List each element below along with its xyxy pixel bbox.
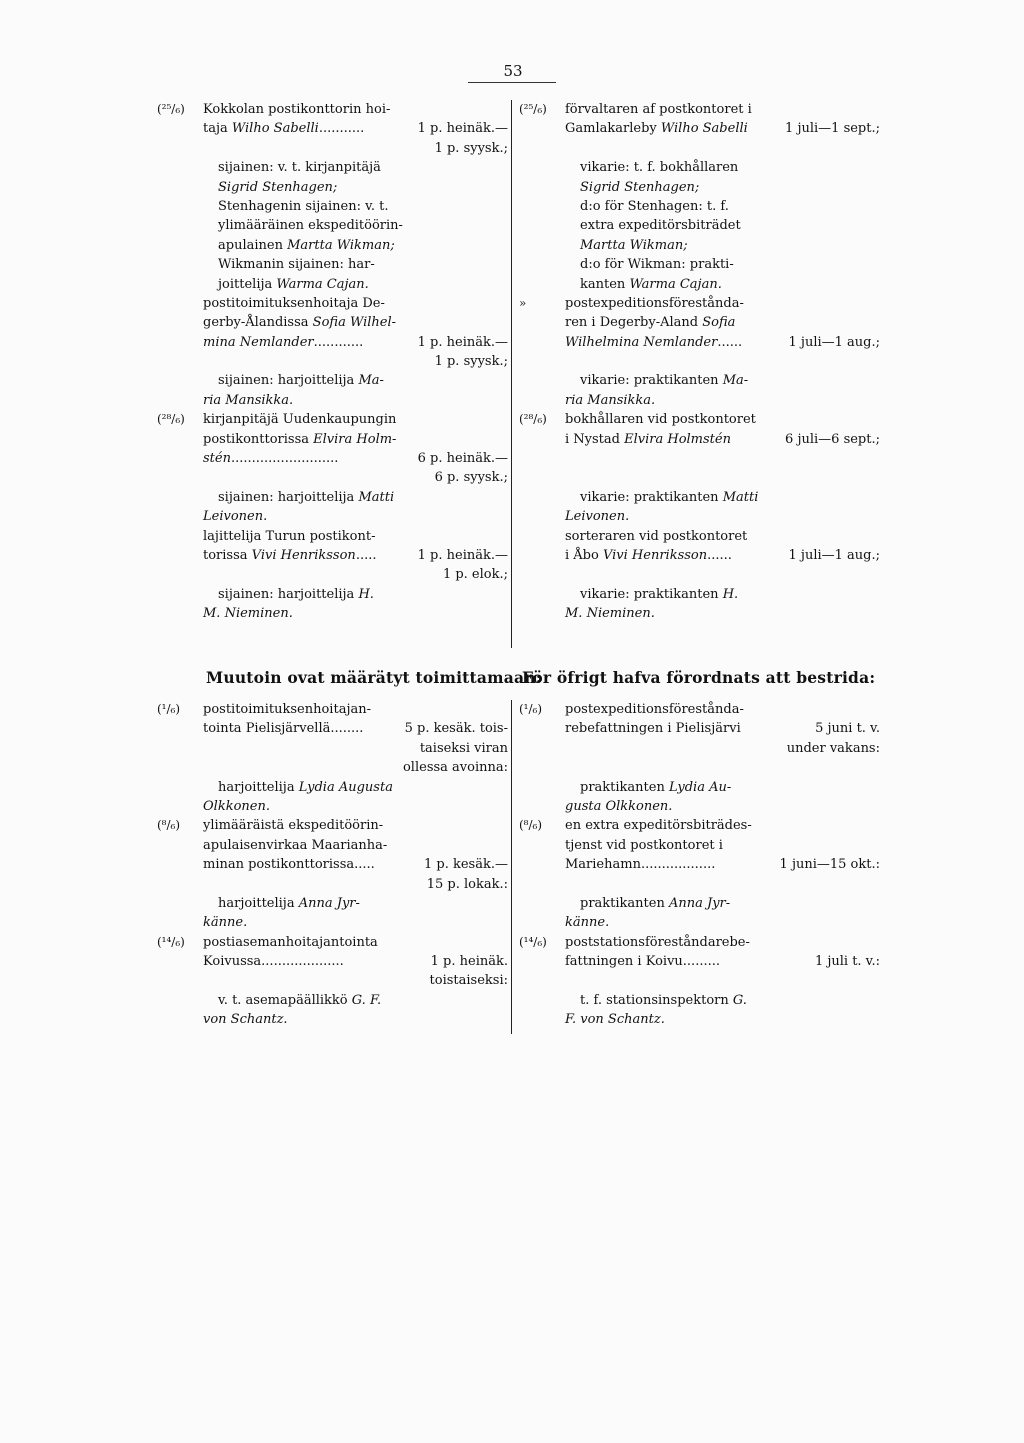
line-text: postiasemanhoitajantointa (203, 934, 378, 950)
text-line (525, 255, 870, 274)
text-line (525, 836, 870, 855)
leader-dots: .................. (640, 857, 716, 873)
line-text: minan postikonttorissa (203, 857, 355, 873)
line-date-range: 1 juli—1 aug.; (788, 547, 880, 563)
text-line (163, 739, 508, 758)
line-text: d:o för Stenhagen: t. f. (580, 198, 729, 214)
entry (157, 933, 508, 1030)
text-line (525, 700, 870, 719)
text-line (163, 778, 508, 797)
line-name: Lydia Au- (668, 779, 732, 795)
line-name: Elvira Holm- (313, 431, 397, 447)
line-name: G. F. (351, 992, 382, 1008)
text-line (163, 971, 508, 990)
line-date-range: 1 p. syysk.; (434, 354, 508, 370)
line-text: Kokkolan postikonttorin hoi- (203, 102, 391, 117)
entry-date: (²⁵/₆) (157, 102, 185, 116)
text-line (163, 313, 508, 332)
line-text: postexpeditionsförestånda- (565, 702, 744, 717)
top-finnish-column (157, 100, 508, 624)
line-date-range: 1 p. heinäk.— (417, 121, 508, 137)
text-line (163, 604, 508, 623)
text-line (163, 855, 508, 874)
text-line (525, 991, 870, 1010)
line-text: förvaltaren af postkontoret i (565, 102, 752, 117)
entry (519, 700, 880, 816)
line-date-range: 1 p. syysk.; (434, 140, 508, 156)
text-line (525, 546, 880, 565)
text-line (525, 371, 870, 390)
entry (525, 527, 880, 624)
line-name: Martta Wikman; (580, 237, 688, 253)
line-text: t. f. stationsinspektorn (580, 992, 733, 1008)
text-line (525, 816, 870, 835)
leader-dots: ...... (717, 334, 743, 350)
line-text: i Nystad (565, 431, 625, 447)
line-name: G. (732, 992, 747, 1008)
page-number: 53 (503, 62, 523, 80)
text-line (525, 913, 870, 932)
line-text: ylimääräinen ekspeditöörin- (218, 218, 403, 234)
line-name: Wilho Sabelli (231, 121, 319, 137)
leader-dots: ........ (330, 721, 364, 737)
text-line (163, 410, 508, 429)
text-line (163, 1010, 508, 1029)
line-text: fattningen i Koivu (565, 954, 683, 970)
line-date-range: 5 p. kesäk. tois- (404, 721, 508, 737)
text-line (163, 700, 508, 719)
line-name: Anna Jyr- (298, 895, 360, 911)
text-line (163, 565, 508, 584)
leader-dots: ........... (318, 121, 365, 137)
entry (519, 933, 880, 1030)
entry (157, 816, 508, 932)
text-line (525, 391, 870, 410)
text-line (525, 333, 880, 352)
leader-dots: .................... (261, 954, 344, 970)
text-line (525, 158, 870, 177)
section-heading-finnish: Muutoin ovat määrätyt toimittamaan: (206, 668, 542, 687)
leader-dots: ...... (707, 547, 732, 563)
line-date-range: ollessa avoinna: (402, 760, 508, 776)
text-line (525, 236, 870, 255)
line-name: ria Mansikka. (203, 392, 294, 408)
text-line (525, 507, 870, 526)
line-text: sijainen: harjoittelija (218, 586, 359, 602)
entry (163, 527, 508, 624)
text-line (525, 468, 870, 487)
text-line (163, 585, 508, 604)
line-name: Sigrid Stenhagen; (218, 179, 338, 195)
line-text: vikarie: praktikanten (580, 586, 723, 602)
text-line (163, 352, 508, 371)
bottom-swedish-column (519, 700, 880, 1030)
text-line (525, 739, 880, 758)
line-text: harjoittelija (218, 895, 299, 911)
line-text: postitoimituksenhoitajan- (203, 702, 371, 717)
text-line (525, 855, 880, 874)
line-date-range: 1 juli—1 aug.; (788, 334, 880, 350)
line-text: d:o för Wikman: prakti- (580, 257, 734, 273)
line-date-range: 6 juli—6 sept.; (785, 431, 880, 447)
line-name: Vivi Henriksson (602, 547, 708, 563)
text-line (525, 139, 870, 158)
text-line (163, 991, 508, 1010)
leader-dots: ......... (682, 954, 720, 970)
text-line (525, 178, 870, 197)
entry-date: (¹⁴/₆) (157, 934, 185, 949)
text-line (163, 719, 508, 738)
text-line (163, 758, 508, 777)
line-text: postikonttorissa (203, 431, 314, 447)
leader-dots: .......................... (230, 451, 339, 467)
line-name: Elvira Holmstén (624, 431, 731, 447)
line-name: von Schantz. (203, 1012, 288, 1028)
line-name: Leivonen. (565, 509, 630, 525)
entry (519, 816, 880, 932)
text-line (525, 100, 870, 119)
text-line (525, 449, 870, 468)
entry-date: » (519, 295, 527, 310)
column-divider-bottom (511, 700, 512, 1034)
line-name: M. Nieminen. (565, 606, 655, 622)
line-date-range: 1 juni—15 okt.: (779, 857, 880, 873)
text-line (163, 836, 508, 855)
line-name: gusta Olkkonen. (565, 798, 673, 814)
leader-dots: ............ (313, 334, 364, 350)
text-line (163, 546, 508, 565)
line-text: i Åbo (565, 547, 603, 563)
entry (157, 700, 508, 816)
text-line (525, 875, 870, 894)
line-name: Anna Jyr- (668, 895, 731, 911)
line-text: Stenhagenin sijainen: v. t. (218, 198, 389, 214)
text-line (525, 275, 870, 294)
section-heading-swedish: För öfrigt hafva förordnats att bestrida: (522, 668, 876, 687)
entry (157, 410, 508, 526)
line-name: känne. (203, 915, 248, 931)
line-name: H. (358, 586, 374, 602)
text-line (525, 758, 870, 777)
text-line (163, 216, 508, 235)
line-text: Gamlakarleby (565, 121, 661, 137)
text-line (163, 488, 508, 507)
entry (157, 100, 508, 294)
text-line (525, 216, 870, 235)
text-line (525, 430, 880, 449)
line-name: Sofia (702, 315, 736, 331)
line-date-range: 1 p. heinäk. (430, 954, 508, 970)
text-line (525, 197, 870, 216)
text-line (163, 236, 508, 255)
text-line (525, 119, 880, 138)
text-line (163, 875, 508, 894)
entry-date: (²⁸/₆) (157, 412, 185, 427)
text-line (163, 119, 508, 138)
entry-date: (⁸/₆) (157, 818, 181, 833)
line-name: känne. (565, 915, 610, 931)
entry-date: (²⁵/₆) (519, 102, 547, 116)
line-text: sorteraren vid postkontoret (565, 528, 748, 544)
entry-date: (¹⁴/₆) (519, 934, 547, 949)
top-swedish-column (519, 100, 880, 624)
line-name: mina Nemlander (203, 334, 314, 350)
line-name: Leivonen. (203, 509, 268, 525)
line-text: sijainen: v. t. kirjanpitäjä (218, 160, 381, 176)
line-text: Mariehamn (565, 857, 641, 873)
line-text: apulaisenvirkaa Maarianha- (203, 837, 388, 853)
line-text: bokhållaren vid postkontoret (565, 412, 756, 428)
text-line (525, 1010, 870, 1029)
line-text: poststationsföreståndarebe- (565, 934, 750, 950)
line-text: vikarie: praktikanten (580, 373, 723, 389)
line-text: ylimääräistä ekspeditöörin- (203, 818, 384, 834)
line-text: joittelija (218, 276, 277, 292)
line-date-range: 6 p. syysk.; (434, 470, 508, 486)
line-date-range: 1 p. heinäk.— (417, 547, 508, 563)
line-text: apulainen (218, 237, 288, 253)
text-line (163, 178, 508, 197)
line-date-range: under vakans: (786, 740, 880, 756)
line-name: Lydia Augusta (298, 779, 393, 795)
line-text: torissa (203, 547, 252, 563)
line-name: Wilho Sabelli (660, 121, 748, 137)
line-name: M. Nieminen. (203, 606, 293, 622)
line-text: lajittelija Turun postikont- (203, 528, 376, 544)
text-line (525, 410, 870, 429)
text-line (525, 778, 870, 797)
page-number-rule (468, 82, 556, 83)
line-name: Vivi Henriksson (251, 547, 356, 563)
line-date-range: taiseksi viran (419, 740, 508, 756)
line-text: postexpeditionsförestånda- (565, 295, 744, 311)
line-name: F. von Schantz. (565, 1012, 665, 1028)
text-line (525, 604, 870, 623)
line-text: kanten (580, 276, 630, 292)
line-text: extra expeditörsbiträdet (580, 218, 741, 234)
text-line (163, 797, 508, 816)
line-date-range: 6 p. heinäk.— (417, 451, 508, 467)
text-line (163, 816, 508, 835)
text-line (163, 139, 508, 158)
line-date-range: 1 p. heinäk.— (417, 334, 508, 350)
line-text: rebefattningen i Pielisjärvi (565, 721, 741, 737)
line-text: en extra expeditörsbiträdes- (565, 818, 752, 834)
line-name: Warma Cajan. (276, 276, 369, 292)
line-text: sijainen: harjoittelija (218, 489, 359, 505)
line-name: Sofia Wilhel- (312, 315, 397, 331)
line-text: ren i Degerby-Aland (565, 315, 703, 331)
line-date-range: 1 juli t. v.: (814, 954, 880, 970)
line-name: Matti (722, 489, 759, 505)
entry-date: (¹/₆) (157, 702, 181, 716)
line-text: vikarie: t. f. bokhållaren (580, 160, 739, 176)
line-name: H. (722, 586, 739, 602)
line-date-range: 5 juni t. v. (815, 721, 880, 737)
column-divider-top (511, 100, 512, 648)
text-line (525, 952, 880, 971)
line-name: Ma- (358, 373, 384, 389)
line-text: praktikanten (580, 895, 669, 911)
line-text: praktikanten (580, 779, 669, 795)
text-line (525, 933, 870, 952)
text-line (163, 894, 508, 913)
line-date-range: 1 p. elok.; (442, 567, 508, 583)
text-line (163, 449, 508, 468)
entry (519, 294, 880, 410)
line-name: Ma- (722, 373, 749, 389)
line-name: Sigrid Stenhagen; (580, 179, 700, 195)
line-text: harjoittelija (218, 779, 299, 795)
line-name: Olkkonen. (203, 798, 270, 814)
text-line (525, 894, 870, 913)
text-line (525, 488, 870, 507)
line-date-range: 1 p. kesäk.— (424, 857, 508, 873)
text-line (163, 255, 508, 274)
line-text: Wikmanin sijainen: har- (218, 257, 375, 273)
line-name: stén (203, 451, 231, 467)
line-text: sijainen: harjoittelija (218, 373, 359, 389)
text-line (163, 952, 508, 971)
line-text: v. t. asemapäällikkö (218, 992, 352, 1008)
entry-date: (⁸/₆) (519, 818, 543, 833)
text-line (163, 507, 508, 526)
line-text: kirjanpitäjä Uudenkaupungin (203, 412, 397, 428)
line-date-range: 15 p. lokak.: (426, 876, 508, 892)
entry-date: (¹/₆) (519, 702, 543, 716)
text-line (163, 294, 508, 313)
line-name: Martta Wikman; (287, 237, 395, 253)
entry (163, 294, 508, 410)
text-line (525, 352, 870, 371)
text-line (163, 371, 508, 390)
line-text: postitoimituksenhoitaja De- (203, 295, 385, 311)
entry-date: (²⁸/₆) (519, 412, 547, 427)
text-line (163, 933, 508, 952)
line-text: tjenst vid postkontoret i (565, 837, 723, 853)
text-line (163, 158, 508, 177)
text-line (525, 797, 870, 816)
text-line (525, 971, 870, 990)
line-text: vikarie: praktikanten (580, 489, 723, 505)
entry (519, 410, 880, 526)
text-line (163, 391, 508, 410)
line-name: Warma Cajan. (629, 276, 722, 292)
line-name: ria Mansikka. (565, 392, 656, 408)
line-text: tointa Pielisjärvellä (203, 721, 331, 737)
bottom-finnish-column (157, 700, 508, 1030)
line-text: taja (203, 121, 232, 137)
line-name: Wilhelmina Nemlander (565, 334, 718, 350)
line-name: Matti (358, 489, 395, 505)
line-text: gerby-Ålandissa (203, 315, 313, 331)
text-line (163, 197, 508, 216)
text-line (525, 294, 870, 313)
line-date-range: 1 juli—1 sept.; (785, 121, 880, 137)
text-line (163, 100, 508, 119)
text-line (525, 585, 870, 604)
text-line (525, 313, 870, 332)
text-line (163, 468, 508, 487)
text-line (163, 913, 508, 932)
text-line (163, 333, 508, 352)
text-line (163, 275, 508, 294)
text-line (163, 430, 508, 449)
line-text: Koivussa (203, 954, 262, 970)
text-line (525, 527, 870, 546)
leader-dots: ..... (354, 857, 375, 873)
text-line (525, 719, 880, 738)
text-line (525, 565, 870, 584)
leader-dots: ..... (355, 547, 377, 563)
line-date-range: toistaiseksi: (429, 973, 508, 989)
text-line (163, 527, 508, 546)
entry (519, 100, 880, 294)
